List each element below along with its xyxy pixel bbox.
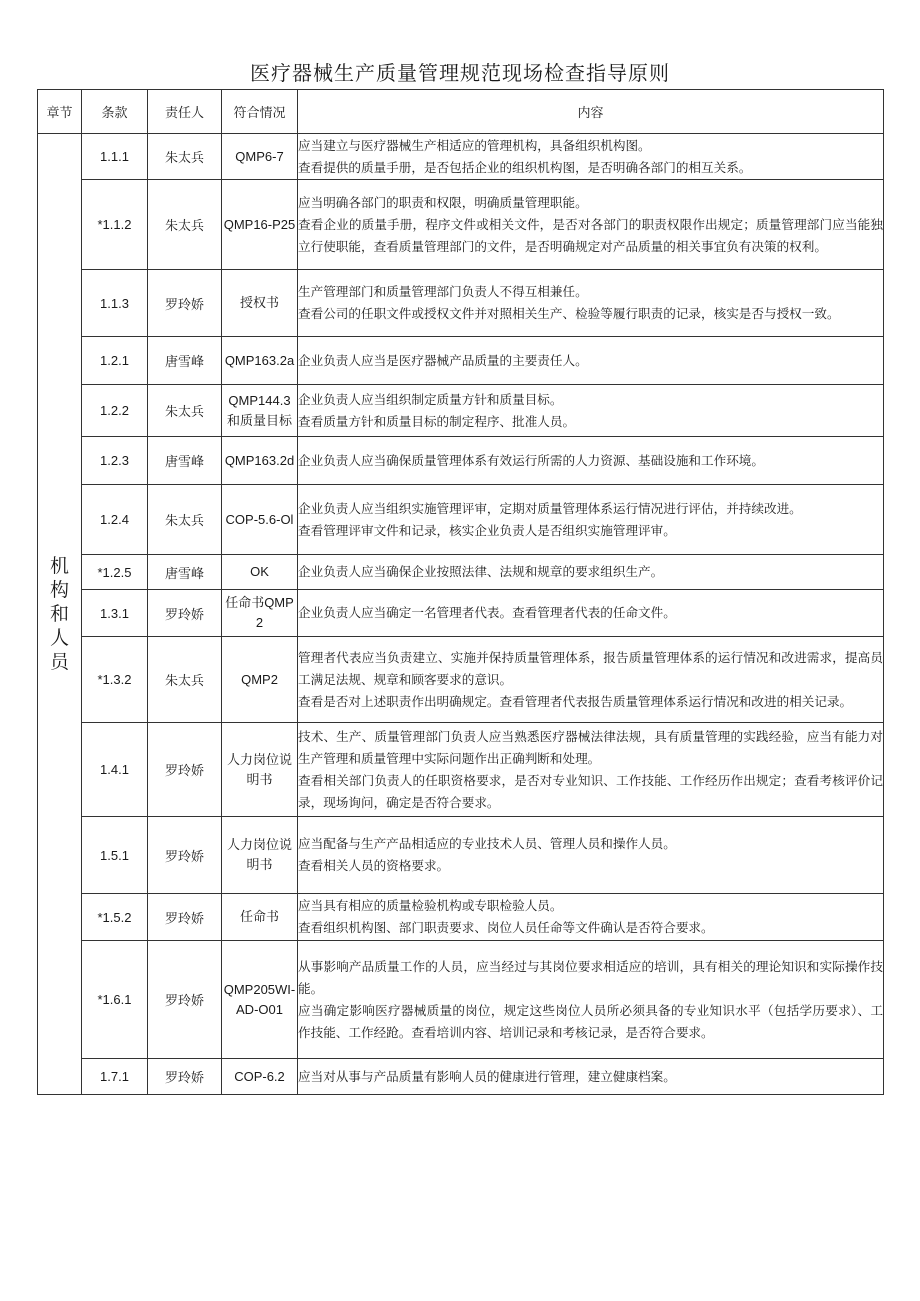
status-cell: COP-5.6-Ol <box>222 485 298 555</box>
person-cell: 罗玲娇 <box>148 941 222 1059</box>
person-cell: 唐雪峰 <box>148 337 222 385</box>
table-row <box>38 337 884 385</box>
clause-cell: *1.2.5 <box>82 555 148 590</box>
content-paragraph: 技术、生产、质量管理部门负责人应当熟悉医疗器械法律法规，具有质量管理的实践经验，应当有能力对生产管理和质量管理中实际问题作出正确判断和处理。 <box>298 728 883 766</box>
table-row <box>38 437 884 485</box>
person-cell: 罗玲娇 <box>148 1059 222 1095</box>
clause-cell: 1.1.1 <box>82 134 148 180</box>
content-paragraph: 查看相关人员的资格要求。 <box>298 858 450 873</box>
clause-cell: 1.4.1 <box>82 723 148 817</box>
content-cell <box>298 485 884 555</box>
content-paragraph: 企业负责人应当组织制定质量方针和质量目标。 <box>298 391 563 407</box>
status-cell: QMP6-7 <box>222 134 298 180</box>
table-header-row <box>38 90 884 134</box>
content-cell <box>298 437 884 485</box>
content-paragraph: 生产管理部门和质量管理部门负责人不得互相兼任。 <box>298 284 588 299</box>
status-cell: QMP205WI-AD-O01 <box>222 941 298 1059</box>
status-cell: 任命书QMP2 <box>222 590 298 637</box>
content-paragraph: 从事影响产品质量工作的人员，应当经过与其岗位要求相适应的培训，具有相关的理论知识和实际操作技能。 <box>298 958 883 996</box>
person-cell: 唐雪峰 <box>148 555 222 590</box>
content-cell <box>298 1059 884 1095</box>
content-cell <box>298 180 884 270</box>
content-paragraph: 查看组织机构图、部门职责要求、岗位人员任命等文件确认是否符合要求。 <box>298 920 714 935</box>
content-paragraph: 应当具有相应的质量检验机构或专职检验人员。 <box>298 898 563 913</box>
table-row <box>38 485 884 555</box>
person-cell: 朱太兵 <box>148 134 222 180</box>
table-row <box>38 723 884 817</box>
table-row <box>38 817 884 894</box>
person-cell: 罗玲娇 <box>148 590 222 637</box>
clause-cell: 1.2.4 <box>82 485 148 555</box>
content-paragraph: 应当配备与生产产品相适应的专业技术人员、管理人员和操作人员。 <box>298 836 676 851</box>
clause-cell: 1.2.2 <box>82 385 148 437</box>
header-person: 责任人 <box>148 90 222 134</box>
status-cell: 人力岗位说明书 <box>222 723 298 817</box>
table-row <box>38 637 884 723</box>
content-paragraph: 企业负责人应当确定一名管理者代表。查看管理者代表的任命文件。 <box>298 605 676 620</box>
content-cell <box>298 941 884 1059</box>
clause-cell: *1.1.2 <box>82 180 148 270</box>
status-cell: QMP163.2d <box>222 437 298 485</box>
clause-cell: 1.5.1 <box>82 817 148 894</box>
status-cell: 人力岗位说明书 <box>222 817 298 894</box>
table-row <box>38 270 884 337</box>
clause-cell: 1.2.3 <box>82 437 148 485</box>
table-row <box>38 941 884 1059</box>
person-cell: 朱太兵 <box>148 485 222 555</box>
clause-cell: *1.3.2 <box>82 637 148 723</box>
table-row <box>38 385 884 437</box>
content-paragraph: 企业负责人应当确保企业按照法律、法规和规章的要求组织生产。 <box>298 564 664 579</box>
status-cell: 任命书 <box>222 894 298 941</box>
content-paragraph: 查看企业的质量手册，程序文件或相关文件，是否对各部门的职责权限作出规定；质量管理部门应当能独立行使职能，查看质量管理部门的文件，是否明确规定对产品质量的相关事宜负有决策的权利。 <box>298 216 883 254</box>
content-cell <box>298 590 884 637</box>
content-paragraph: 查看管理评审文件和记录，核实企业负责人是否组织实施管理评审。 <box>298 522 676 538</box>
content-cell <box>298 637 884 723</box>
status-cell: QMP163.2a <box>222 337 298 385</box>
chapter-name: 机构和人员 <box>49 555 69 673</box>
status-cell: COP-6.2 <box>222 1059 298 1095</box>
content-cell <box>298 134 884 180</box>
status-cell: QMP144.3和质量目标 <box>222 385 298 437</box>
clause-cell: 1.2.1 <box>82 337 148 385</box>
content-cell <box>298 817 884 894</box>
table-row <box>38 590 884 637</box>
clause-cell: *1.5.2 <box>82 894 148 941</box>
table-row <box>38 180 884 270</box>
content-cell <box>298 270 884 337</box>
chapter-cell <box>38 134 82 1095</box>
clause-cell: 1.7.1 <box>82 1059 148 1095</box>
clause-cell: 1.3.1 <box>82 590 148 637</box>
table-row <box>38 1059 884 1095</box>
status-cell: OK <box>222 555 298 590</box>
person-cell: 朱太兵 <box>148 180 222 270</box>
inspection-table <box>37 89 884 1095</box>
person-cell: 罗玲娇 <box>148 723 222 817</box>
table-row <box>38 555 884 590</box>
person-cell: 罗玲娇 <box>148 817 222 894</box>
content-paragraph: 应当建立与医疗器械生产相适应的管理机构，具备组织机构图。 <box>298 137 651 153</box>
person-cell: 朱太兵 <box>148 637 222 723</box>
clause-cell: *1.6.1 <box>82 941 148 1059</box>
person-cell: 罗玲娇 <box>148 894 222 941</box>
person-cell: 朱太兵 <box>148 385 222 437</box>
table-row <box>38 894 884 941</box>
content-paragraph: 企业负责人应当组织实施管理评审，定期对质量管理体系运行情况进行评估，并持续改进。 <box>298 500 802 516</box>
person-cell: 唐雪峰 <box>148 437 222 485</box>
status-cell: 授权书 <box>222 270 298 337</box>
content-paragraph: 查看质量方针和质量目标的制定程序、批准人员。 <box>298 413 576 429</box>
content-paragraph: 应当确定影响医疗器械质量的岗位，规定这些岗位人员所必须具备的专业知识水平（包括学历要求）、工作技能、工作经跄。查看培训内容、培训记录和考核记录，是否符合要求。 <box>298 1002 883 1040</box>
content-paragraph: 查看提供的质量手册，是否包括企业的组织机构图，是否明确各部门的相互关系。 <box>298 159 752 175</box>
content-paragraph: 企业负责人应当是医疗器械产品质量的主要责任人。 <box>298 352 588 368</box>
content-paragraph: 管理者代表应当负责建立、实施并保持质量管理体系，报告质量管理体系的运行情况和改进需求，提高员工满足法规、规章和顾客要求的意识。 <box>298 649 883 687</box>
status-cell: QMP16-P25 <box>222 180 298 270</box>
table-row <box>38 134 884 180</box>
content-cell <box>298 337 884 385</box>
content-paragraph: 查看公司的任职文件或授权文件并对照相关生产、检验等履行职责的记录，核实是否与授权一致。 <box>298 306 840 321</box>
person-cell: 罗玲娇 <box>148 270 222 337</box>
page-title: 医疗器械生产质量管理规范现场检查指导原则 <box>250 61 670 85</box>
status-cell: QMP2 <box>222 637 298 723</box>
header-chapter: 章节 <box>38 90 82 134</box>
content-paragraph: 应当对从事与产品质量有影响人员的健康进行管理，建立健康档案。 <box>298 1068 676 1084</box>
header-content: 内容 <box>298 90 884 134</box>
content-paragraph: 查看是否对上述职责作出明确规定。查看管理者代表报告质量管理体系运行情况和改进的相关记录。 <box>298 693 853 709</box>
content-paragraph: 应当明确各部门的职责和权限，明确质量管理职能。 <box>298 194 588 210</box>
header-status: 符合情况 <box>222 90 298 134</box>
header-clause: 条款 <box>82 90 148 134</box>
content-paragraph: 企业负责人应当确保质量管理体系有效运行所需的人力资源、基础设施和工作环境。 <box>298 452 764 468</box>
clause-cell: 1.1.3 <box>82 270 148 337</box>
content-cell <box>298 385 884 437</box>
content-paragraph: 查看相关部门负责人的任职资格要求，是否对专业知识、工作技能、工作经历作出规定；查看考核评价记录，现场询问，确定是否符合要求。 <box>298 772 883 810</box>
content-cell <box>298 894 884 941</box>
content-cell <box>298 723 884 817</box>
content-cell <box>298 555 884 590</box>
